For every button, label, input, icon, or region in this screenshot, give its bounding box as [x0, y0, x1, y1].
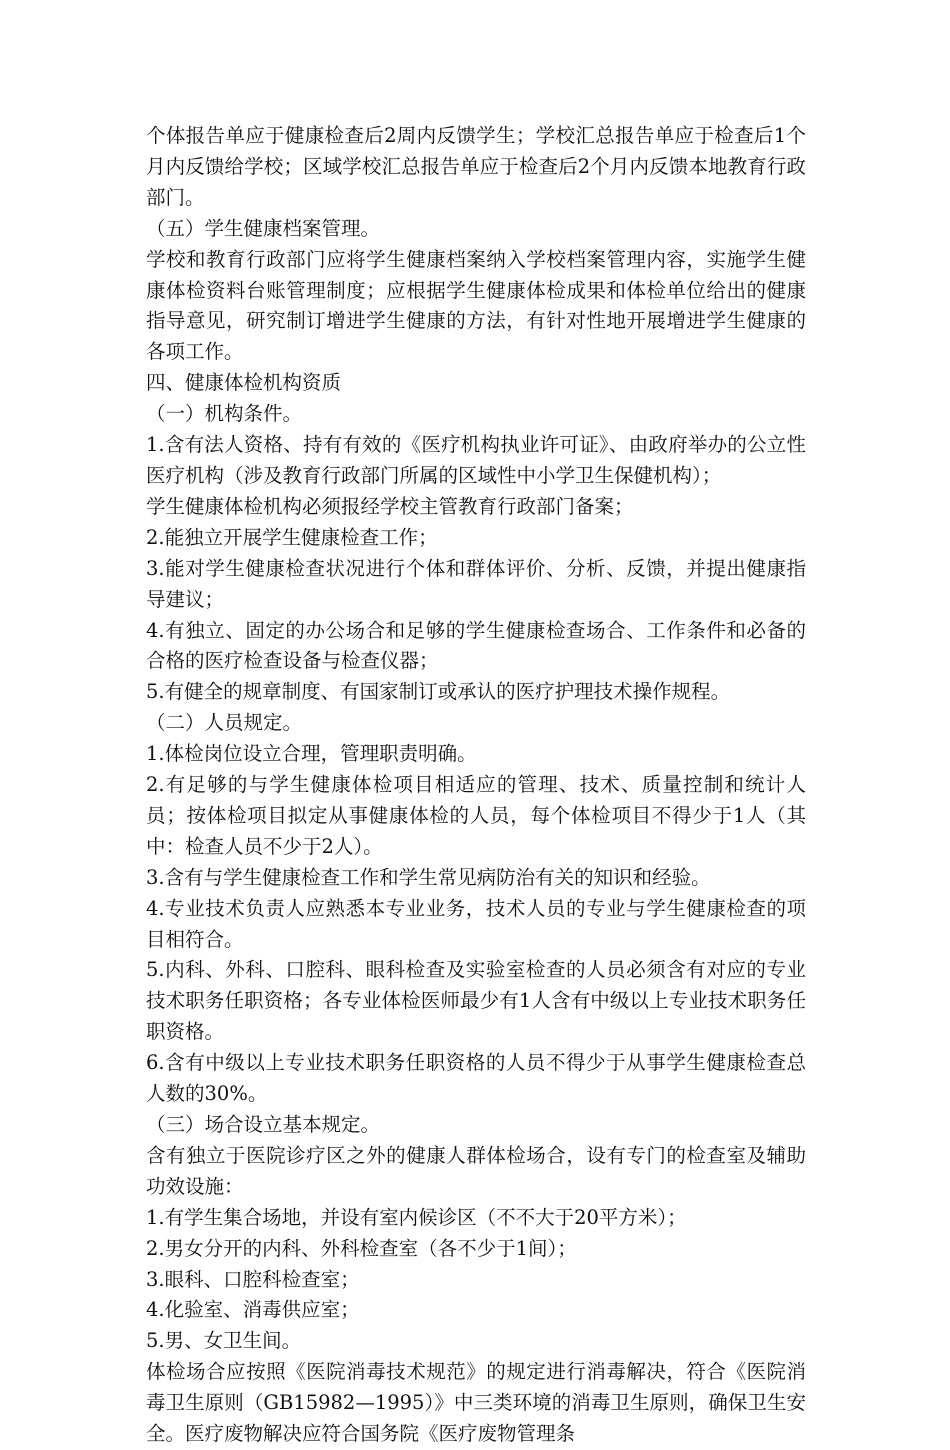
list-item-staff-6: 6.含有中级以上专业技术职务任职资格的人员不得少于从事学生健康检查总人数的30%。: [146, 1051, 806, 1106]
list-item-staff-2: 2.有足够的与学生健康体检项目相适应的管理、技术、质量控制和统计人员；按体检项目拟定从事健康体检的人员，每个体检项目不得少于1人（其中：检查人员不少于2人）。: [146, 773, 806, 858]
list-item-venue-2: 2.男女分开的内科、外科检查室（各不少于1间）；: [146, 1236, 577, 1260]
paragraph-filing-requirement: 学生健康体检机构必须报经学校主管教育行政部门备案；: [146, 494, 634, 518]
section-heading-staff-requirements: （二）人员规定。: [146, 711, 303, 735]
section-heading-venue-requirements: （三）场合设立基本规定。: [146, 1113, 381, 1136]
list-item-staff-4: 4.专业技术负责人应熟悉本专业业务，技术人员的专业与学生健康检查的项目相符合。: [146, 896, 806, 951]
list-item-condition-4: 4.有独立、固定的办公场合和足够的学生健康检查场合、工作条件和必备的合格的医疗检查设备与检查仪器；: [146, 618, 806, 673]
section-heading-institution-conditions: （一）机构条件。: [146, 402, 303, 426]
list-item-staff-5: 5.内科、外科、口腔科、眼科检查及实验室检查的人员必须含有对应的专业技术职务任职资格；各专业体检医师最少有1人含有中级以上专业技术职务任职资格。: [146, 958, 806, 1044]
paragraph-venue-intro: 含有独立于医院诊疗区之外的健康人群体检场合，设有专门的检查室及辅助功效设施：: [146, 1143, 806, 1198]
list-item-condition-3: 3.能对学生健康检查状况进行个体和群体评价、分析、反馈，并提出健康指导建议；: [146, 556, 806, 611]
paragraph-health-records: 学校和教育行政部门应将学生健康档案纳入学校档案管理内容，实施学生健康体检资料台账管理制度；应根据学生健康体检成果和体检单位给出的健康指导意见，研究制订增进学生健康的方法，有针对性地开展增进学生健康的各项工作。: [146, 247, 806, 364]
list-item-venue-3: 3.眼科、口腔科检查室；: [146, 1267, 360, 1291]
document-body: [146, 121, 806, 1450]
list-item-venue-5: 5.男、女卫生间。: [146, 1329, 302, 1353]
section-heading-institution-qualification: 四、健康体检机构资质: [146, 371, 342, 395]
list-item-condition-2: 2.能独立开展学生健康检查工作；: [146, 525, 438, 549]
list-item-staff-3: 3.含有与学生健康检查工作和学生常见病防治有关的知识和经验。: [146, 865, 711, 889]
list-item-venue-1: 1.有学生集合场地，并设有室内候诊区（不不大于20平方米）；: [146, 1205, 687, 1229]
list-item-venue-4: 4.化验室、消毒供应室；: [146, 1298, 360, 1322]
list-item-condition-5: 5.有健全的规章制度、有国家制订或承认的医疗护理技术操作规程。: [146, 680, 731, 704]
paragraph-disinfection: 体检场合应按照《医院消毒技术规范》的规定进行消毒解决，符合《医院消毒卫生原则（GB15982—1995）》中三类环境的消毒卫生原则，确保卫生安全。医疗废物解决应符合国务院《医疗废物管理条: [146, 1360, 806, 1446]
list-item-staff-1: 1.体检岗位设立合理，管理职责明确。: [146, 742, 477, 766]
paragraph-report-feedback: 个体报告单应于健康检查后2周内反馈学生；学校汇总报告单应于检查后1个月内反馈给学校；区域学校汇总报告单应于检查后2个月内反馈本地教育行政部门。: [146, 124, 806, 209]
section-heading-health-records: （五）学生健康档案管理。: [146, 216, 381, 240]
list-item-condition-1: 1.含有法人资格、持有有效的《医疗机构执业许可证》、由政府举办的公立性医疗机构（涉及教育行政部门所属的区域性中小学卫生保健机构）；: [146, 433, 806, 487]
